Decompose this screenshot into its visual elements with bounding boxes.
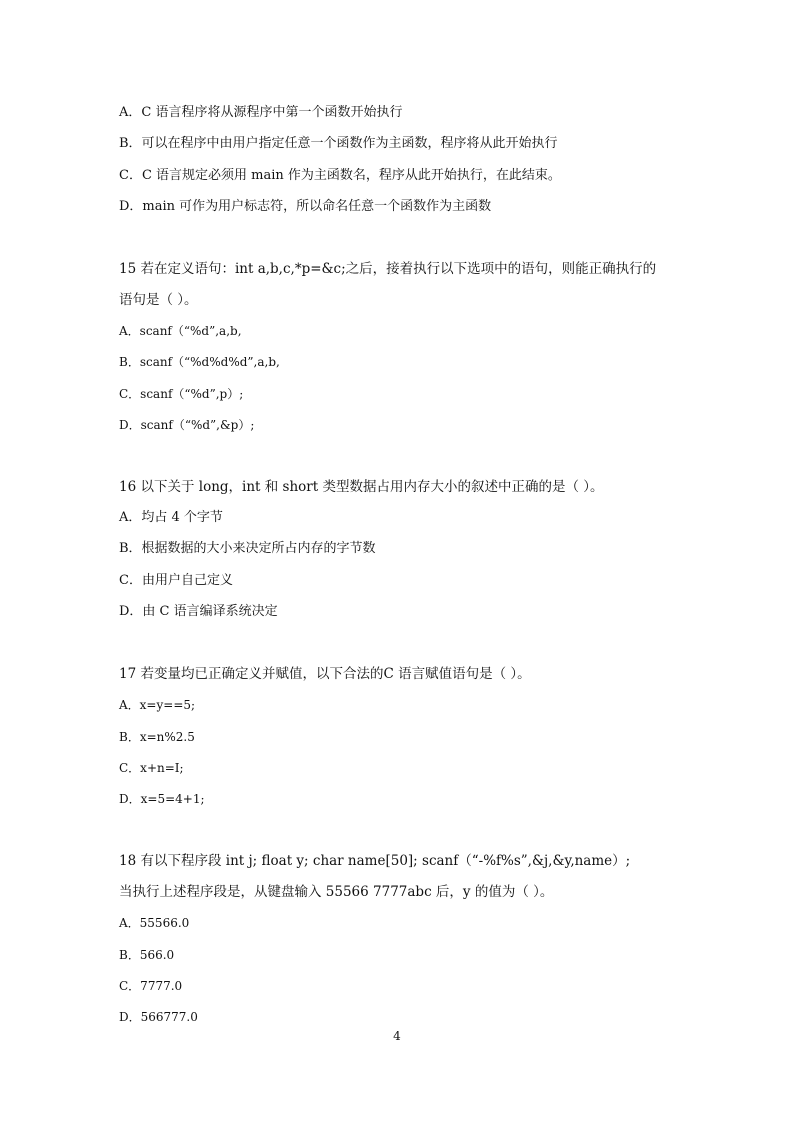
q15-stem-line2: 语句是（ ）。 <box>119 292 198 308</box>
page-number: 4 <box>393 1029 401 1043</box>
q17-option-b: B．x=n%2.5 <box>119 730 195 744</box>
q15-option-c: C．scanf（“%d”,p）; <box>119 387 244 401</box>
q18-option-b: B．566.0 <box>119 948 175 962</box>
q14-option-c: C．C 语言规定必须用 main 作为主函数名，程序从此开始执行，在此结束。 <box>119 168 561 183</box>
q16-option-a: A．均占 4 个字节 <box>119 510 223 525</box>
q15-option-a: A．scanf（“%d”,a,b, <box>119 324 242 338</box>
q17-option-c: C．x+n=I; <box>119 761 184 775</box>
q14-option-d: D．main 可作为用户标志符，所以命名任意一个函数作为主函数 <box>119 199 492 214</box>
q17-option-d: D．x=5=4+1; <box>119 792 205 806</box>
q16-option-b: B．根据数据的大小来决定所占内存的字节数 <box>119 541 376 556</box>
q14-option-b: B．可以在程序中由用户指定任意一个函数作为主函数，程序将从此开始执行 <box>119 136 558 151</box>
q18-option-c: C．7777.0 <box>119 979 183 993</box>
q17-stem: 17 若变量均已正确定义并赋值，以下合法的C 语言赋值语句是（ ）。 <box>119 666 531 682</box>
q17-option-a: A．x=y==5; <box>119 698 196 712</box>
q15-option-b: B．scanf（“%d%d%d”,a,b, <box>119 355 280 369</box>
q16-option-d: D．由 C 语言编译系统决定 <box>119 604 278 619</box>
q18-option-d: D．566777.0 <box>119 1010 198 1024</box>
q15-stem-line1: 15 若在定义语句：int a,b,c,*p=&c;之后，接着执行以下选项中的语句，则能正确执行的 <box>119 261 657 277</box>
q18-stem-line2: 当执行上述程序段是，从键盘输入 55566 7777abc 后，y 的值为（ ）。 <box>119 884 554 900</box>
q16-stem: 16 以下关于 long，int 和 short 类型数据占用内存大小的叙述中正确的是（ ）。 <box>119 479 604 495</box>
q18-stem-line1: 18 有以下程序段 int j; float y; char name[50]; scanf（“-%f%s”,&j,&y,name）; <box>119 853 631 869</box>
q18-option-a: A．55566.0 <box>119 916 190 930</box>
q15-option-d: D．scanf（“%d”,&p）; <box>119 418 255 432</box>
q16-option-c: C．由用户自己定义 <box>119 573 233 588</box>
q14-option-a: A．C 语言程序将从源程序中第一个函数开始执行 <box>119 105 403 120</box>
